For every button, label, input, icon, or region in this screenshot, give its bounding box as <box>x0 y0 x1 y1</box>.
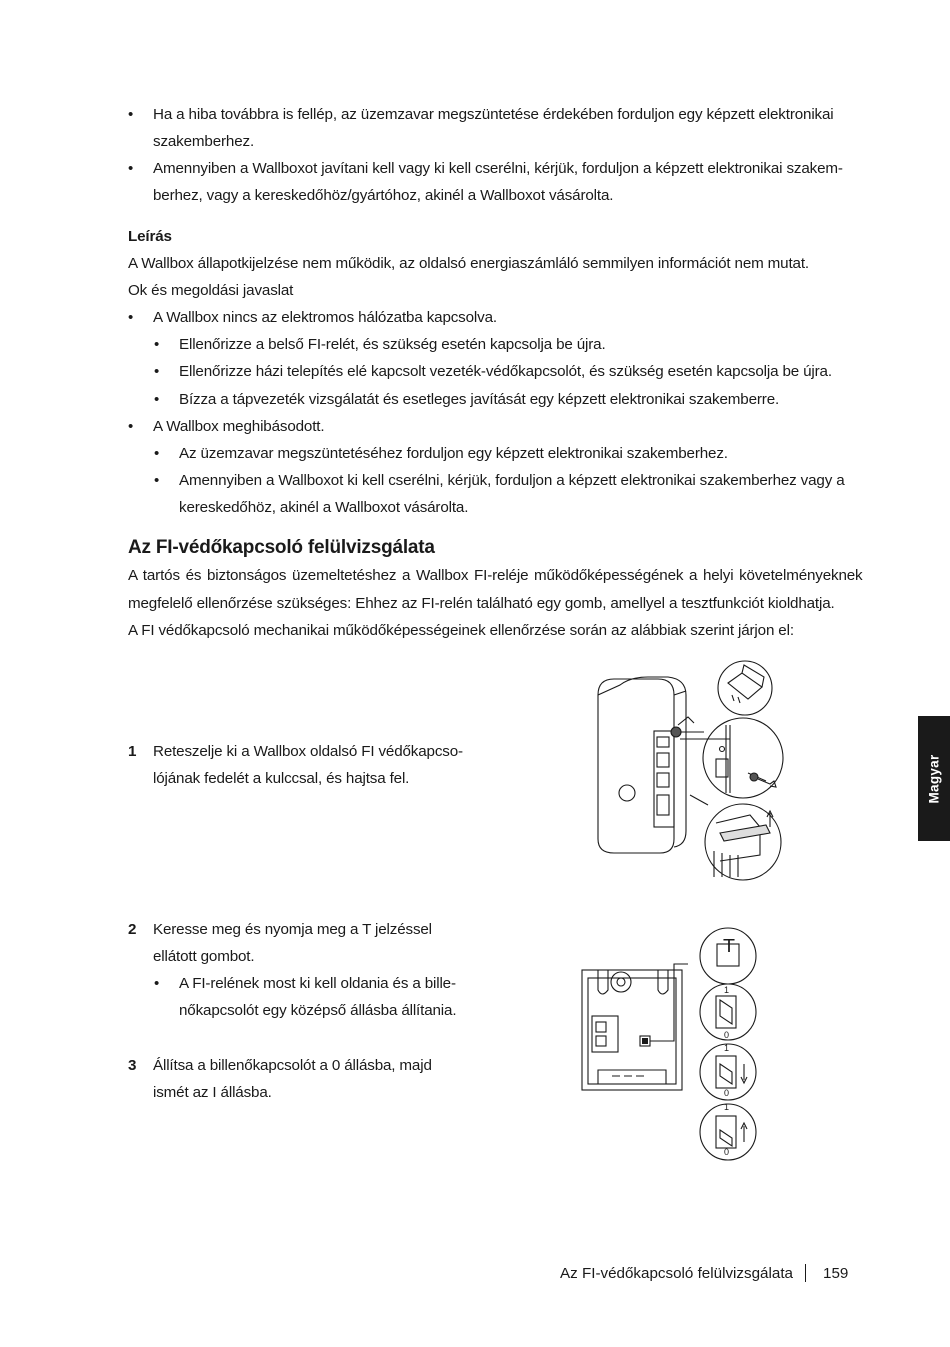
position-off-label: 0 <box>724 1147 730 1157</box>
bullet-icon: • <box>154 391 160 408</box>
cause-2-sub-1: Az üzemzavar megszüntetéséhez forduljon egy képzett elektronikai szakemberhez. <box>179 445 728 462</box>
step-1-line-2: lójának fedelét a kulccsal, és hajtsa fel. <box>153 770 410 787</box>
causes-heading: Ok és megoldási javaslat <box>128 282 294 299</box>
cause-1-sub-1: Ellenőrizze a belső FI-relét, és szükség esetén kapcsolja be újra. <box>179 336 606 353</box>
side-tab-label: Magyar <box>926 753 942 804</box>
language-side-tab <box>918 716 950 841</box>
top-bullet-1-line-2: szakemberhez. <box>153 133 255 150</box>
bullet-icon: • <box>128 309 134 326</box>
cause-1-sub-2: Ellenőrizze házi telepítés elé kapcsolt vezeték-védőkapcsolót, és szükség esetén kapcsolja be újra. <box>179 363 832 380</box>
page-number: 159 <box>823 1265 849 1282</box>
step-1-number: 1 <box>128 743 137 760</box>
position-off-label: 0 <box>724 1030 730 1040</box>
description-text: A Wallbox állapotkijelzése nem működik, az oldalsó energiaszámláló semmilyen információt nem mutat. <box>128 255 809 272</box>
bullet-icon: • <box>154 445 160 462</box>
step-3-line-2: ismét az I állásba. <box>153 1084 272 1101</box>
bullet-icon: • <box>154 363 160 380</box>
section-intro-line-1: A tartós és biztonságos üzemeltetéshez a Wallbox FI-reléje működőképességének a helyi követelményeknek <box>128 567 863 584</box>
step-2-line-2: ellátott gombot. <box>153 948 255 965</box>
position-on-label: 1 <box>724 985 730 995</box>
section-title: Az FI-védőkapcsoló felülvizsgálata <box>128 537 435 558</box>
footer-title: Az FI-védőkapcsoló felülvizsgálata <box>560 1265 793 1282</box>
step-1-line-1: Reteszelje ki a Wallbox oldalsó FI védőkapcso- <box>153 743 463 760</box>
bullet-icon: • <box>154 975 160 992</box>
cause-2-sub-2-line-2: kereskedőhöz, akinél a Wallboxot vásárolta. <box>179 499 469 516</box>
step-3-line-1: Állítsa a billenőkapcsolót a 0 állásba, majd <box>153 1057 432 1074</box>
step-2-line-1: Keresse meg és nyomja meg a T jelzéssel <box>153 921 432 938</box>
cause-1-sub-3: Bízza a tápvezeték vizsgálatát és esetleges javítását egy képzett elektronikai szakemberre. <box>179 391 780 408</box>
top-bullet-1-line-1: Ha a hiba továbbra is fellép, az üzemzavar megszüntetése érdekében forduljon egy képzett elektronikai <box>153 106 834 123</box>
cause-1: A Wallbox nincs az elektromos hálózatba kapcsolva. <box>153 309 497 326</box>
position-on-label: 1 <box>724 1043 730 1053</box>
cause-2-sub-2-line-1: Amennyiben a Wallboxot ki kell cserélni, kérjük, forduljon a képzett elektronikai szakemberhez vagy a <box>179 472 845 489</box>
bullet-icon: • <box>128 418 134 435</box>
footer-divider <box>805 1264 806 1282</box>
position-on-label: 1 <box>724 1102 730 1112</box>
step-3-number: 3 <box>128 1057 137 1074</box>
step-2-number: 2 <box>128 921 137 938</box>
cause-2: A Wallbox meghibásodott. <box>153 418 325 435</box>
test-button-label: T <box>723 936 735 957</box>
step-2-sub-line-2: nőkapcsolót egy középső állásba állítania. <box>179 1002 457 1019</box>
bullet-icon: • <box>128 160 134 177</box>
bullet-icon: • <box>154 336 160 353</box>
position-off-label: 0 <box>724 1088 730 1098</box>
section-intro-line-2: megfelelő ellenőrzése szükséges: Ehhez az FI-relén található egy gomb, amellyel a tesztfunkciót kioldhatja. <box>128 595 835 612</box>
step-2-sub-line-1: A FI-relének most ki kell oldania és a bille- <box>179 975 456 992</box>
section-intro-line-3: A FI védőkapcsoló mechanikai működőképességeinek ellenőrzése során az alábbiak szerint járjon el: <box>128 622 794 639</box>
wallbox-fi-cover-illustration <box>590 655 790 885</box>
top-bullet-2-line-2: berhez, vagy a kereskedőhöz/gyártóhoz, akinél a Wallboxot vásárolta. <box>153 187 614 204</box>
top-bullet-2-line-1: Amennyiben a Wallboxot javítani kell vagy ki kell cserélni, kérjük, forduljon a képzett elektronikai szakem- <box>153 160 843 177</box>
bullet-icon: • <box>128 106 134 123</box>
bullet-icon: • <box>154 472 160 489</box>
description-heading: Leírás <box>128 228 172 245</box>
fi-relay-test-illustration <box>578 920 778 1160</box>
